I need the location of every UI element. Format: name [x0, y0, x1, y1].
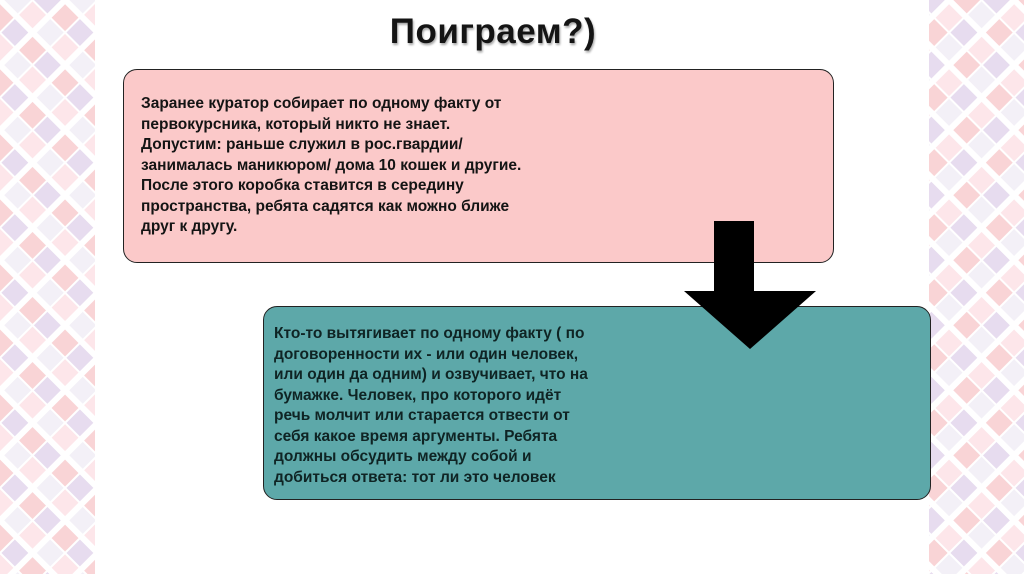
- arrow-down-icon: [684, 221, 816, 349]
- slide-title: Поиграем?): [389, 12, 597, 51]
- top-box-text: Заранее куратор собирает по одному факту от первокурсника, который никто не знает. Допустим: раньше служил в рос.гвардии/ занималась маникюром/ дома 10 кошек и другие. После этого коробка ставится в середину пространства, ребята садятся как можно ближе друг к другу.: [141, 95, 522, 235]
- bottom-box-text: Кто-то вытягивает по одному факту ( по договоренности их - или один человек, или один да одним) и озвучивает, что на бумажке. Человек, про которого идёт речь молчит или старается отвести от себя какое время аргументы. Ребята должны обсудить между собой и добиться ответа: тот ли это человек: [274, 325, 588, 486]
- bottom-text-box: [263, 306, 931, 500]
